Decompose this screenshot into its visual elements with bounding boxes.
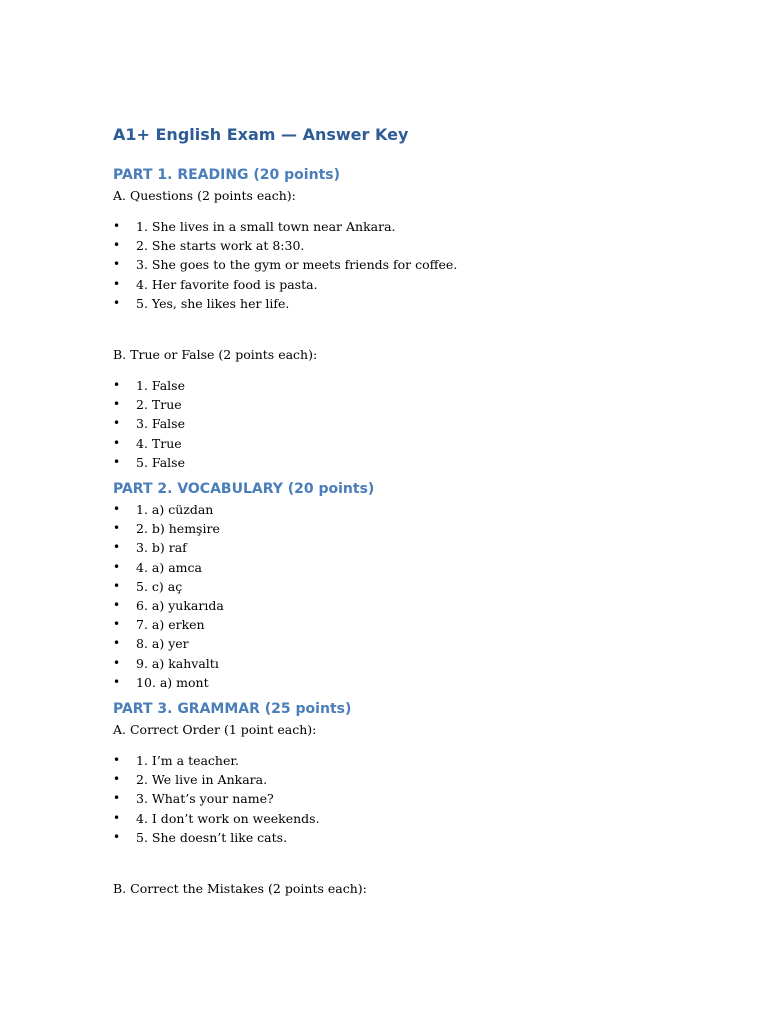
bullet-icon: • [113,295,121,310]
part2-heading: PART 2. VOCABULARY (20 points) [113,481,375,498]
list-item: • 2. We live in Ankara. [113,770,713,789]
bullet-icon: • [113,810,121,825]
list-item: • 6. a) yukarıda [113,596,713,615]
list-item: • 5. c) aç [113,577,713,596]
list-item: • 1. I’m a teacher. [113,751,713,770]
list-item: • 10. a) mont [113,673,713,692]
bullet-icon: • [113,238,121,253]
list-item: • 4. I don’t work on weekends. [113,809,713,828]
bullet-icon: • [113,772,121,787]
part3-heading: PART 3. GRAMMAR (25 points) [113,701,352,718]
part1-section-b-list [113,376,713,472]
bullet-icon: • [113,257,121,272]
list-item: • 4. True [113,434,713,453]
list-item: • 5. Yes, she likes her life. [113,294,713,313]
list-item: • 3. False [113,414,713,433]
part3-section-a-list [113,751,713,847]
part1-heading: PART 1. READING (20 points) [113,167,340,183]
list-item: • 7. a) erken [113,615,713,634]
list-item: • 5. False [113,453,713,472]
list-item: • 9. a) kahvaltı [113,654,713,673]
bullet-icon: • [113,829,121,844]
part3-section-a-label: A. Correct Order (1 point each): [113,722,317,738]
bullet-icon: • [113,540,121,555]
part1-section-a-label: A. Questions (2 points each): [113,188,296,203]
list-item: • 1. a) cüzdan [113,500,713,519]
bullet-icon: • [113,674,121,689]
document-content [113,122,713,898]
list-item: • 1. False [113,376,713,395]
list-item: • 2. True [113,395,713,414]
bullet-icon: • [113,416,121,431]
bullet-icon: • [113,435,121,450]
bullet-icon: • [113,276,121,291]
bullet-icon: • [113,454,121,469]
list-item: • 3. She goes to the gym or meets friends for coffee. [113,255,713,274]
bullet-icon: • [113,655,121,670]
bullet-icon: • [113,791,121,806]
part2-list [113,500,713,692]
bullet-icon: • [113,219,121,233]
part3-section-b-label: B. Correct the Mistakes (2 points each): [113,881,367,897]
bullet-icon: • [113,753,121,768]
list-item: • 2. She starts work at 8:30. [113,236,713,255]
bullet-icon: • [113,578,121,593]
list-item: • 4. Her favorite food is pasta. [113,275,713,294]
bullet-icon: • [113,397,121,412]
part1-section-b-label: B. True or False (2 points each): [113,347,318,363]
bullet-icon: • [113,617,121,632]
document-title: A1+ English Exam — Answer Key [113,125,409,144]
bullet-icon: • [113,598,121,613]
list-item: • 2. b) hemşire [113,519,713,538]
list-item: • 3. What’s your name? [113,789,713,808]
list-item: • 8. a) yer [113,634,713,653]
list-item: • 4. a) amca [113,558,713,577]
bullet-icon: • [113,559,121,574]
part1-section-a-list [113,217,713,313]
bullet-icon: • [113,636,121,651]
bullet-icon: • [113,502,121,517]
bullet-icon: • [113,521,121,536]
bullet-icon: • [113,378,121,393]
list-item: • 5. She doesn’t like cats. [113,828,713,847]
list-item: • 3. b) raf [113,538,713,557]
list-item: • 1. She lives in a small town near Ankara. [113,217,713,236]
